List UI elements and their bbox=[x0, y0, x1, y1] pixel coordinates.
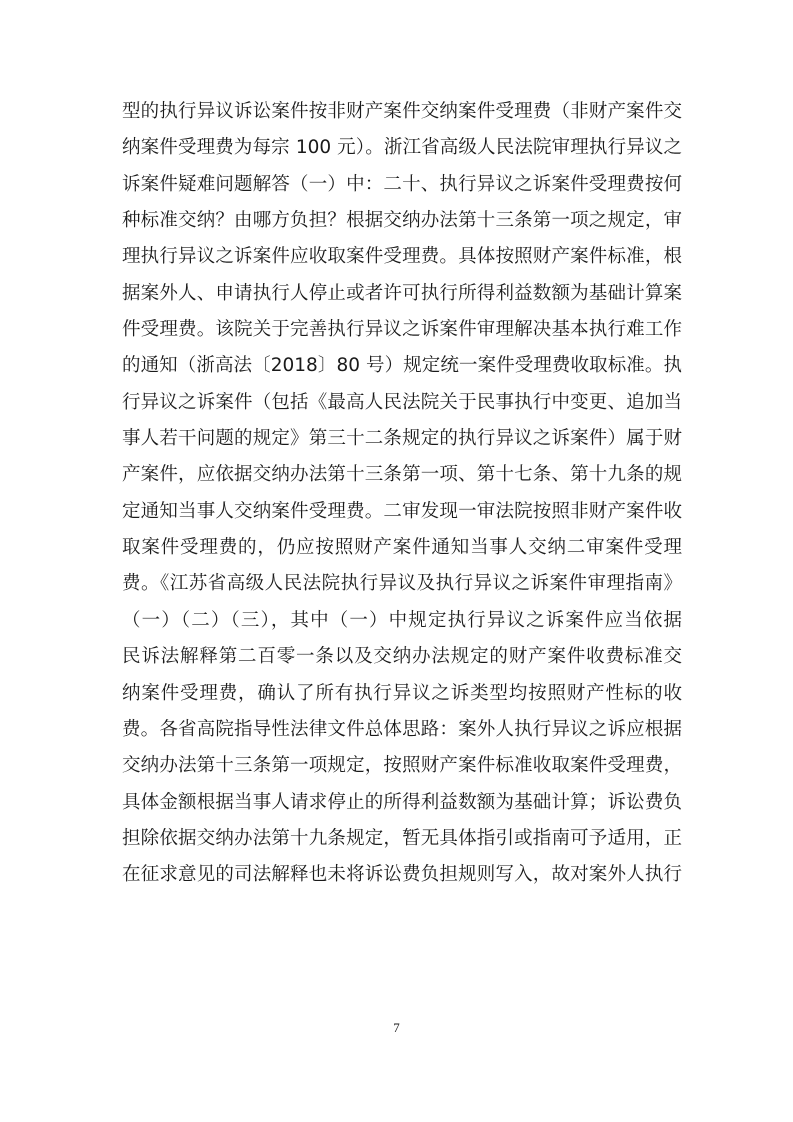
text-line: 事人若干问题的规定》第三十二条规定的执行异议之诉案件）属于财 bbox=[122, 428, 682, 450]
text-line: 理执行异议之诉案件应收取案件受理费。具体按照财产案件标准，根 bbox=[122, 246, 682, 268]
text-line: 行异议之诉案件（包括《最高人民法院关于民事执行中变更、追加当 bbox=[122, 391, 682, 413]
text-line: 的通知（浙高法〔2018〕80 号）规定统一案件受理费收取标准。执 bbox=[122, 355, 682, 377]
text-line: 纳案件受理费，确认了所有执行异议之诉类型均按照财产性标的收 bbox=[122, 682, 682, 704]
text-line: 据案外人、申请执行人停止或者许可执行所得利益数额为基础计算案 bbox=[122, 282, 682, 304]
text-line: 具体金额根据当事人请求停止的所得利益数额为基础计算；诉讼费负 bbox=[122, 791, 682, 813]
text-line: 在征求意见的司法解释也未将诉讼费负担规则写入，故对案外人执行 bbox=[122, 864, 682, 886]
text-line: 费。各省高院指导性法律文件总体思路：案外人执行异议之诉应根据 bbox=[122, 718, 682, 740]
page-number: 7 bbox=[393, 1020, 400, 1035]
text-line: 担除依据交纳办法第十九条规定，暂无具体指引或指南可予适用，正 bbox=[122, 827, 682, 849]
text-line: 型的执行异议诉讼案件按非财产案件交纳案件受理费（非财产案件交 bbox=[122, 101, 682, 122]
text-line: 交纳办法第十三条第一项规定，按照财产案件标准收取案件受理费， bbox=[122, 755, 682, 777]
text-line: 取案件受理费的，仍应按照财产案件通知当事人交纳二审案件受理 bbox=[122, 537, 682, 559]
text-line: 费。《江苏省高级人民法院执行异议及执行异议之诉案件审理指南》 bbox=[122, 573, 682, 595]
text-line: 诉案件疑难问题解答（一）中：二十、执行异议之诉案件受理费按何 bbox=[122, 173, 682, 195]
text-line: 产案件，应依据交纳办法第十三条第一项、第十七条、第十九条的规 bbox=[122, 464, 682, 486]
text-line: 种标准交纳？由哪方负担？根据交纳办法第十三条第一项之规定，审 bbox=[122, 210, 682, 232]
text-line: 纳案件受理费为每宗 100 元）。浙江省高级人民法院审理执行异议之 bbox=[122, 137, 682, 159]
text-line: 件受理费。该院关于完善执行异议之诉案件审理解决基本执行难工作 bbox=[122, 319, 682, 341]
body-text bbox=[122, 94, 682, 894]
text-line: （一）（二）（三），其中（一）中规定执行异议之诉案件应当依据 bbox=[122, 609, 682, 631]
text-line: 定通知当事人交纳案件受理费。二审发现一审法院按照非财产案件收 bbox=[122, 500, 682, 522]
text-line: 民诉法解释第二百零一条以及交纳办法规定的财产案件收费标准交 bbox=[122, 646, 682, 668]
